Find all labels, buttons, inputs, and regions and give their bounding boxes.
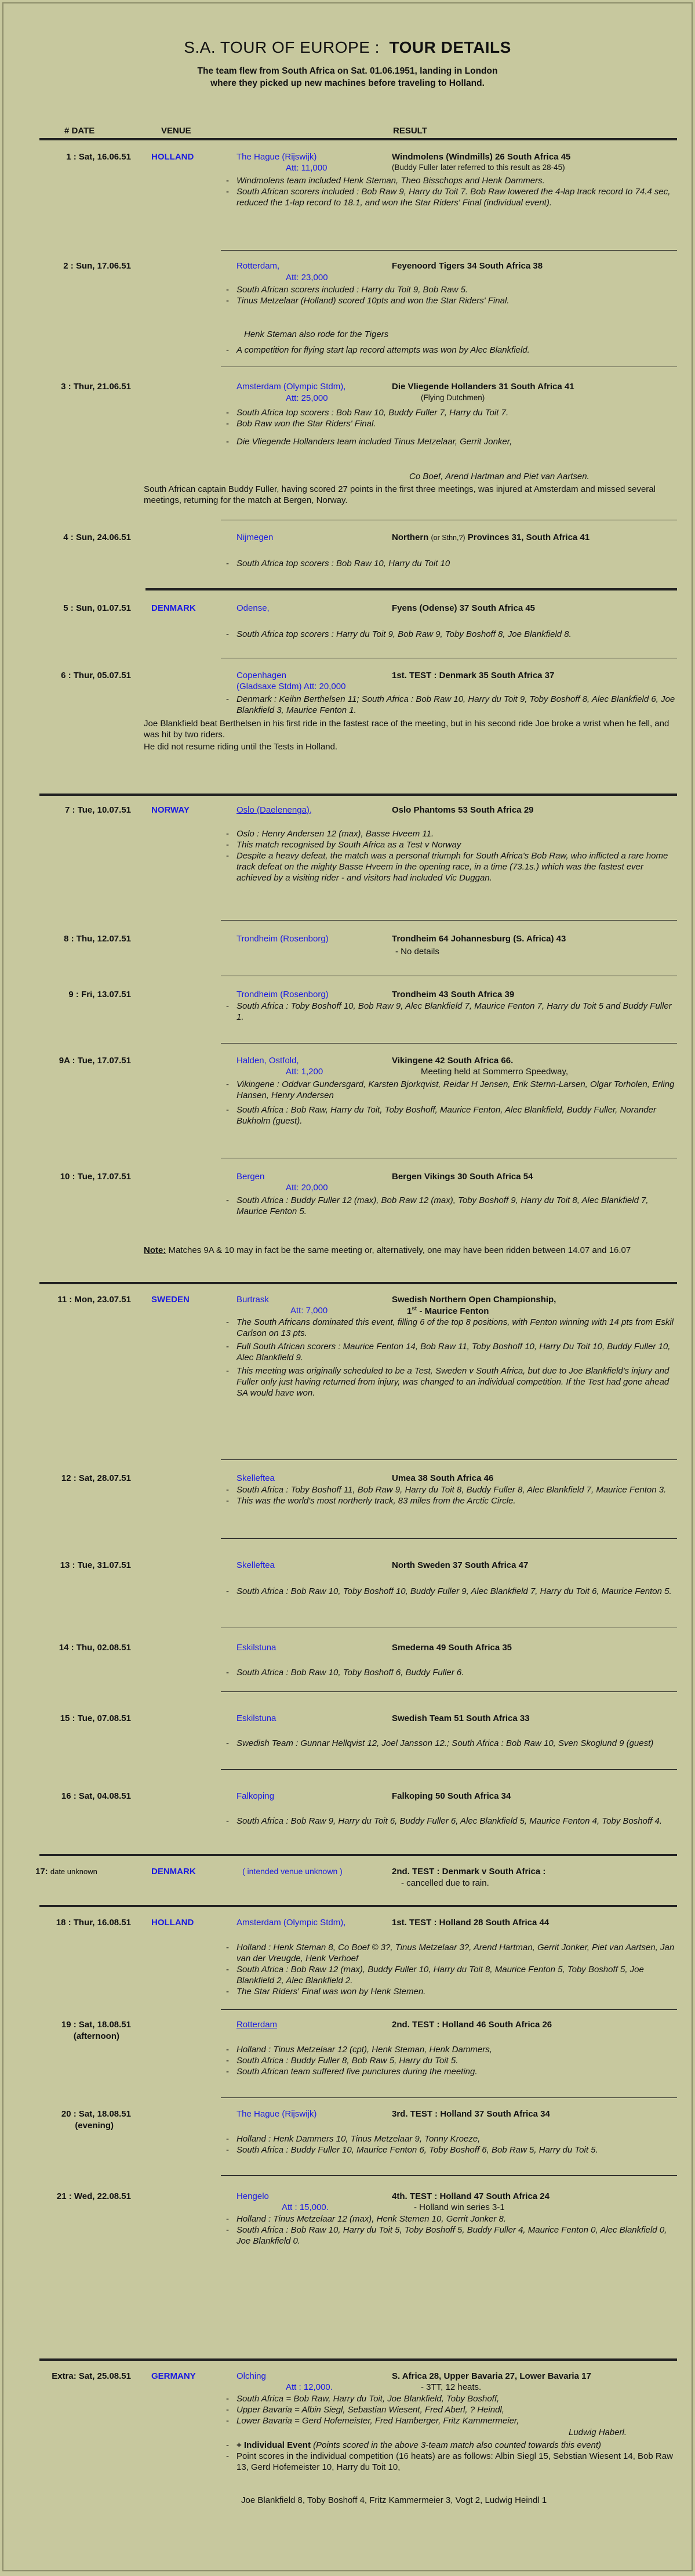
- note-item: - South Africa = Bob Raw, Harry du Toit, Joe Blankfield, Toby Boshoff,: [224, 2393, 676, 2404]
- entry-result: Swedish Team 51 South Africa 33: [392, 1713, 530, 1723]
- entry-venue[interactable]: Skelleftea: [236, 1560, 275, 1570]
- entry-result: Smederna 49 South Africa 35: [392, 1643, 512, 1653]
- entry-divider: [221, 920, 677, 921]
- note-item: - South Africa : Bob Raw 10, Harry du Toit 5, Toby Boshoff 5, Buddy Fuller 4, Maurice Fenton 0, Alec Blankfield 0, Joe Blankfield 0.: [224, 2224, 676, 2247]
- entry-divider: [221, 1043, 677, 1044]
- intro-text: The team flew from South Africa on Sat. 01.06.1951, landing in London where they picked up new machines before traveling to Holland.: [197, 66, 498, 88]
- entry-notes: [224, 558, 676, 569]
- note-item: - Holland : Tinus Metzelaar 12 (max), Henk Stemen 10, Gerrit Jonker 8.: [224, 2213, 676, 2224]
- note-item: - Despite a heavy defeat, the match was a personal triumph for South Africa's Bob Raw, who inflicted a rare home track defeat on the mighty Basse Hveem in the opening race, in a time (73.1s.) which was the fastest ever achieved by a visiting rider - and visitors had included Vic Duggan.: [224, 850, 676, 883]
- entry-result: 2nd. TEST : Denmark v South Africa :: [392, 1867, 546, 1876]
- entry-country: NORWAY: [151, 805, 190, 815]
- entry-result-note: - No details: [395, 947, 439, 957]
- entry-extra-line: Henk Steman also rode for the Tigers: [244, 329, 389, 339]
- entry-notes: [224, 284, 676, 306]
- entry-footnote: South African captain Buddy Fuller, having scored 27 points in the first three meetings, was injured at Amsterdam and missed several meetings, returning for the match at Bergen, Norway.: [144, 484, 656, 505]
- note-item: - Oslo : Henry Andersen 12 (max), Basse Hveem 11.: [224, 828, 676, 839]
- entry-date: 8 : Thu, 12.07.51: [64, 934, 131, 944]
- entry-notes: [224, 1667, 676, 1678]
- entry-result: Die Vliegende Hollanders 31 South Africa 41: [392, 382, 574, 392]
- entry-notes: [224, 1586, 676, 1597]
- entry-date: 5 : Sun, 01.07.51: [63, 603, 131, 613]
- col-num-date: # DATE: [64, 126, 95, 136]
- entry-date: 17: date unknown: [35, 1867, 97, 1876]
- individual-event-note: - + Individual Event (Points scored in the above 3-team match also counted towards this event): [224, 2440, 676, 2451]
- note-item: - Upper Bavaria = Albin Siegl, Sebastian Wiesent, Fred Aberl, ? Heindl,: [224, 2404, 676, 2415]
- entry-venue[interactable]: Eskilstuna: [236, 1713, 276, 1723]
- entry-date: 12 : Sat, 28.07.51: [61, 1473, 131, 1483]
- note-item: - South Africa : Buddy Fuller 12 (max), Bob Raw 12 (max), Toby Boshoff 9, Harry du Toit 8, Alec Blankfield 7, Maurice Fenton 5.: [224, 1195, 676, 1217]
- entry-result: 2nd. TEST : Holland 46 South Africa 26: [392, 2020, 552, 2030]
- country-divider: [39, 794, 677, 796]
- entry-notes: [224, 1079, 676, 1126]
- note-item: - South Africa top scorers : Harry du Toit 9, Bob Raw 9, Toby Boshoff 8, Joe Blankfield 8.: [224, 629, 676, 640]
- note-item: - Bob Raw won the Star Riders' Final.: [224, 418, 676, 429]
- entry-notes: [224, 2044, 676, 2077]
- entry-result: North Sweden 37 South Africa 47: [392, 1560, 529, 1570]
- note-item: - South Africa : Buddy Fuller 8, Bob Raw 5, Harry du Toit 5.: [224, 2055, 676, 2066]
- entry-notes: [224, 1317, 676, 1398]
- entry-venue[interactable]: Rotterdam: [236, 2020, 278, 2030]
- entry-venue[interactable]: Burtrask: [236, 1295, 269, 1305]
- entry-attendance: (Gladsaxe Stdm) Att: 20,000: [236, 682, 346, 691]
- entry-date: 16 : Sat, 04.08.51: [61, 1791, 131, 1801]
- entry-venue[interactable]: The Hague (Rijswijk): [236, 2109, 317, 2119]
- entry-country: HOLLAND: [151, 1918, 194, 1928]
- entry-attendance: Att: 23,000: [286, 273, 328, 282]
- entry-date: 1 : Sat, 16.06.51: [66, 152, 131, 162]
- entry-notes: [224, 407, 676, 447]
- entry-result-note: (Buddy Fuller later referred to this result as 28-45): [392, 163, 565, 172]
- entry-notes: [224, 828, 676, 883]
- entry-country: DENMARK: [151, 1867, 196, 1876]
- entry-notes: [224, 1001, 676, 1023]
- entry-result: Trondheim 43 South Africa 39: [392, 990, 515, 999]
- note-item: - South Africa : Toby Boshoff 10, Bob Raw 9, Alec Blankfield 7, Maurice Fenton 7, Harry du Toit 5 and Buddy Fuller 1.: [224, 1001, 676, 1023]
- entry-notes: [224, 2393, 676, 2426]
- entry-notes: [224, 1816, 676, 1827]
- note-item: - South African team suffered five punctures during the meeting.: [224, 2066, 676, 2077]
- note-item: - Tinus Metzelaar (Holland) scored 10pts and won the Star Riders' Final.: [224, 295, 676, 306]
- note-item: - Vikingene : Oddvar Gundersgard, Karsten Bjorkqvist, Reidar H Jensen, Erik Sternn-Larsen, Olgar Torholen, Erling Hansen, Henry Andersen: [224, 1079, 676, 1101]
- entry-divider: [221, 2175, 677, 2176]
- entry-result: Feyenoord Tigers 34 South Africa 38: [392, 261, 543, 271]
- entry-venue[interactable]: Trondheim (Rosenborg): [236, 934, 329, 944]
- note-item: - The South Africans dominated this event, filling 6 of the top 8 positions, with Fenton winning with 14 pts from Eskil Carlson on 13 pts.: [224, 1317, 676, 1339]
- entry-notes: [224, 2133, 676, 2155]
- entry-date: 18 : Thur, 16.08.51: [56, 1918, 131, 1928]
- entry-date: 9 : Fri, 13.07.51: [68, 990, 131, 999]
- entry-venue: ( intended venue unknown ): [242, 1867, 343, 1876]
- entry-attendance: Att: 7,000: [290, 1306, 328, 1316]
- entry-venue[interactable]: Copenhagen: [236, 671, 286, 680]
- entry-attendance: Att: 11,000: [286, 163, 328, 173]
- country-divider: [39, 1905, 677, 1907]
- entry-result-note: - cancelled due to rain.: [401, 1878, 489, 1888]
- entry-attendance: Att: 25,000: [286, 393, 328, 403]
- entry-result: S. Africa 28, Upper Bavaria 27, Lower Bavaria 17: [392, 2371, 591, 2381]
- entry-divider: [221, 1538, 677, 1539]
- entry-notes-cont: Ludwig Haberl.: [569, 2428, 627, 2437]
- col-venue: VENUE: [161, 126, 191, 136]
- note-item: - Windmolens team included Henk Steman, Theo Bisschops and Henk Dammers.: [224, 175, 676, 186]
- note-item: - Lower Bavaria = Gerd Hofemeister, Fred Hamberger, Fritz Kammermeier,: [224, 2415, 676, 2426]
- entry-country: DENMARK: [151, 603, 196, 613]
- entry-result: Vikingene 42 South Africa 66.: [392, 1056, 514, 1066]
- entry-date: 14 : Thu, 02.08.51: [59, 1643, 131, 1653]
- entry-venue[interactable]: Amsterdam (Olympic Stdm),: [236, 382, 346, 392]
- entry-venue[interactable]: Halden, Ostfold,: [236, 1056, 299, 1066]
- note-item: - South African scorers included : Harry du Toit 9, Bob Raw 5.: [224, 284, 676, 295]
- entry-country: GERMANY: [151, 2371, 196, 2381]
- note-item: - Swedish Team : Gunnar Hellqvist 12, Joel Jansson 12.; South Africa : Bob Raw 10, Sven Skoglund 9 (guest): [224, 1738, 676, 1749]
- entry-result: 1st. TEST : Holland 28 South Africa 44: [392, 1918, 550, 1928]
- entry-result-winner: 1st - Maurice Fenton: [407, 1306, 489, 1316]
- entry-result-note: - 3TT, 12 heats.: [421, 2382, 482, 2392]
- entry-result: Swedish Northern Open Championship,: [392, 1295, 556, 1305]
- entry-notes: [224, 175, 676, 208]
- entry-attendance: Att : 12,000.: [286, 2382, 333, 2392]
- note-item: - South Africa : Bob Raw 12 (max), Buddy Fuller 10, Harry du Toit 8, Maurice Fenton 5, Toby Boshoff 5, Joe Blankfield 2, Alec Blankfield 2.: [224, 1964, 676, 1986]
- note-item: - This match recognised by South Africa as a Test v Norway: [224, 839, 676, 850]
- entry-venue[interactable]: Trondheim (Rosenborg): [236, 990, 329, 999]
- entry-result-note: Meeting held at Sommerro Speedway,: [421, 1067, 569, 1077]
- entry-venue[interactable]: Eskilstuna: [236, 1643, 276, 1653]
- country-divider: [39, 2358, 677, 2361]
- entry-venue[interactable]: Odense,: [236, 603, 270, 613]
- entry-country: HOLLAND: [151, 152, 194, 162]
- entry-result: Oslo Phantoms 53 South Africa 29: [392, 805, 534, 815]
- entry-note: Note: Matches 9A & 10 may in fact be the same meeting or, alternatively, one may have been ridden between 14.07 and 16.07: [144, 1245, 631, 1255]
- page-header: [3, 3, 692, 89]
- entry-date: 7 : Tue, 10.07.51: [65, 805, 131, 815]
- note-item: - South Africa : Buddy Fuller 10, Maurice Fenton 6, Toby Boshoff 6, Bob Raw 5, Harry du Toit 5.: [224, 2144, 676, 2155]
- entry-venue[interactable]: Falkoping: [236, 1791, 275, 1801]
- entry-date: 20 : Sat, 18.08.51: [61, 2109, 131, 2119]
- entry-venue[interactable]: Amsterdam (Olympic Stdm),: [236, 1918, 346, 1928]
- entry-notes: [224, 629, 676, 640]
- entry-divider: [221, 2009, 677, 2010]
- entry-date: 21 : Wed, 22.08.51: [56, 2191, 131, 2201]
- entry-venue[interactable]: Bergen: [236, 1172, 265, 1182]
- entry-result: Fyens (Odense) 37 South Africa 45: [392, 603, 536, 613]
- individual-scores-cont: Joe Blankfield 8, Toby Boshoff 4, Fritz Kammermeier 3, Vogt 2, Ludwig Heindl 1: [241, 2495, 547, 2505]
- note-item: - South Africa : Toby Boshoff 11, Bob Raw 9, Harry du Toit 8, Buddy Fuller 8, Alec Blankfield 7, Maurice Fenton 3.: [224, 1484, 676, 1495]
- entry-notes: [224, 1195, 676, 1217]
- note-item: - Full South African scorers : Maurice Fenton 14, Bob Raw 11, Toby Boshoff 10, Harry Du Toit 10, Buddy Fuller 10, Alec Blankfield 9.: [224, 1341, 676, 1363]
- note-item: - Holland : Henk Dammers 10, Tinus Metzelaar 9, Tonny Kroeze,: [224, 2133, 676, 2144]
- entry-venue[interactable]: Oslo (Daelenenga),: [236, 805, 312, 815]
- entry-divider: [221, 250, 677, 251]
- entry-result: Falkoping 50 South Africa 34: [392, 1791, 511, 1801]
- entry-notes: [224, 2213, 676, 2247]
- entry-result: Umea 38 South Africa 46: [392, 1473, 494, 1483]
- entry-notes: [224, 1942, 676, 1997]
- entry-date: 2 : Sun, 17.06.51: [63, 261, 131, 271]
- entry-notes: [224, 694, 676, 716]
- col-result: RESULT: [393, 126, 427, 136]
- entry-divider: [221, 2097, 677, 2098]
- entry-notes-cont: Co Boef, Arend Hartman and Piet van Aartsen.: [409, 472, 590, 481]
- entry-date: 15 : Tue, 07.08.51: [60, 1713, 131, 1723]
- entry-divider: [221, 1769, 677, 1770]
- entry-date: 3 : Thur, 21.06.51: [61, 382, 131, 392]
- individual-scores: - Point scores in the individual competition (16 heats) are as follows: Albin Siegl 15, Sebstian Wiesent 14, Bob Raw 13, Gerd Hofemeister 10, Harry du Toit 10,: [224, 2451, 676, 2473]
- entry-footnote: Joe Blankfield beat Berthelsen in his first ride in the fastest race of the meeting, but in his second ride Joe broke a wrist when he fell, and was hit by two riders.: [144, 719, 669, 740]
- entry-venue[interactable]: The Hague (Rijswijk): [236, 152, 317, 162]
- entry-notes-extra: [224, 345, 676, 356]
- note-item: - South Africa : Bob Raw 10, Toby Boshoff 6, Buddy Fuller 6.: [224, 1667, 676, 1678]
- entry-date: Extra: Sat, 25.08.51: [52, 2371, 131, 2381]
- entry-attendance: Att: 20,000: [286, 1183, 328, 1193]
- entry-result: 3rd. TEST : Holland 37 South Africa 34: [392, 2109, 550, 2119]
- entry-date: 4 : Sun, 24.06.51: [63, 532, 131, 542]
- entry-result: Windmolens (Windmills) 26 South Africa 45: [392, 152, 571, 162]
- entry-date: 6 : Thur, 05.07.51: [61, 671, 131, 680]
- entry-attendance: Att: 1,200: [286, 1067, 323, 1077]
- entry-attendance: Att : 15,000.: [282, 2202, 329, 2212]
- entry-date: 13 : Tue, 31.07.51: [60, 1560, 131, 1570]
- note-item: - South Africa : Bob Raw 9, Harry du Toit 6, Buddy Fuller 6, Alec Blankfield 5, Maurice Fenton 4, Toby Boshoff 4.: [224, 1816, 676, 1827]
- entry-venue[interactable]: Nijmegen: [236, 532, 274, 542]
- entry-result: 4th. TEST : Holland 47 South Africa 24: [392, 2191, 550, 2201]
- note-item: - South African scorers included : Bob Raw 9, Harry du Toit 7. Bob Raw lowered the 4-lap track record to 74.4 sec, reduced the 1-lap record to 18.1, and won the Star Riders' Final (individual event).: [224, 186, 676, 208]
- page-title: S.A. TOUR OF EUROPE : TOUR DETAILS: [184, 38, 511, 56]
- entry-result: Northern (or Sthn,?) Provinces 31, South Africa 41: [392, 532, 590, 542]
- entry-divider: [221, 1459, 677, 1460]
- note-item: - This was the world's most northerly track, 83 miles from the Arctic Circle.: [224, 1495, 676, 1506]
- entry-footnote-2: He did not resume riding until the Tests in Holland.: [144, 742, 338, 752]
- entry-result: Trondheim 64 Johannesburg (S. Africa) 43: [392, 934, 566, 944]
- entry-venue[interactable]: Hengelo: [236, 2191, 269, 2201]
- entry-date: 10 : Tue, 17.07.51: [60, 1172, 131, 1182]
- entry-venue[interactable]: Rotterdam,: [236, 261, 280, 271]
- note-item: - South Africa : Bob Raw 10, Toby Boshoff 10, Buddy Fuller 9, Alec Blankfield 7, Harry du Toit 6, Maurice Fenton 5.: [224, 1586, 676, 1597]
- entry-result-note: (Flying Dutchmen): [421, 393, 485, 402]
- country-divider: [39, 1282, 677, 1284]
- entry-result: Bergen Vikings 30 South Africa 54: [392, 1172, 533, 1182]
- note-item: - Denmark : Keihn Berthelsen 11; South Africa : Bob Raw 10, Harry du Toit 9, Toby Boshoff 8, Alec Blankfield 6, Joe Blankfield 3, Maurice Fenton 1.: [224, 694, 676, 716]
- entry-date: 9A : Tue, 17.07.51: [59, 1056, 131, 1066]
- entry-date-note: (afternoon): [73, 2031, 119, 2041]
- country-divider: [39, 1854, 677, 1856]
- note-item: - South Africa top scorers : Bob Raw 10, Harry du Toit 10: [224, 558, 676, 569]
- entry-date: 11 : Mon, 23.07.51: [57, 1295, 131, 1305]
- entry-result-note: - Holland win series 3-1: [414, 2202, 505, 2212]
- note-item: - South Africa top scorers : Bob Raw 10, Buddy Fuller 7, Harry du Toit 7.: [224, 407, 676, 418]
- entry-date: 19 : Sat, 18.08.51: [61, 2020, 131, 2030]
- entry-divider: [221, 1691, 677, 1692]
- note-item: - The Star Riders' Final was won by Henk Stemen.: [224, 1986, 676, 1997]
- entry-venue[interactable]: Skelleftea: [236, 1473, 275, 1483]
- country-divider: [145, 588, 677, 590]
- note-item: - Holland : Henk Steman 8, Co Boef © 3?, Tinus Metzelaar 3?, Arend Hartman, Gerrit Jonker, Piet van Aartsen, Jan van der Vreugde, Henk Verhoef: [224, 1942, 676, 1964]
- entry-date-note: (evening): [75, 2121, 114, 2131]
- note-item: - Die Vliegende Hollanders team included Tinus Metzelaar, Gerrit Jonker,: [224, 436, 676, 447]
- note-item: - This meeting was originally scheduled to be a Test, Sweden v South Africa, but due to Joe Blankfield's injury and Fuller only just having returned from injury, was changed to an individual competition. If the Test had gone ahead SA would have won.: [224, 1365, 676, 1398]
- entry-notes: [224, 1484, 676, 1506]
- note-item: - Holland : Tinus Metzelaar 12 (cpt), Henk Steman, Henk Dammers,: [224, 2044, 676, 2055]
- header-rule: [39, 138, 677, 140]
- tour-details-page: [2, 2, 693, 2571]
- note-item: - A competition for flying start lap record attempts was won by Alec Blankfield.: [224, 345, 676, 356]
- entry-country: SWEDEN: [151, 1295, 190, 1305]
- entry-result: 1st. TEST : Denmark 35 South Africa 37: [392, 671, 555, 680]
- entry-individual: [224, 2440, 676, 2473]
- note-item: - South Africa : Bob Raw, Harry du Toit, Toby Boshoff, Maurice Fenton, Alec Blankfield, Buddy Fuller, Norander Bukholm (guest).: [224, 1104, 676, 1126]
- entry-venue[interactable]: Olching: [236, 2371, 266, 2381]
- entry-notes: [224, 1738, 676, 1749]
